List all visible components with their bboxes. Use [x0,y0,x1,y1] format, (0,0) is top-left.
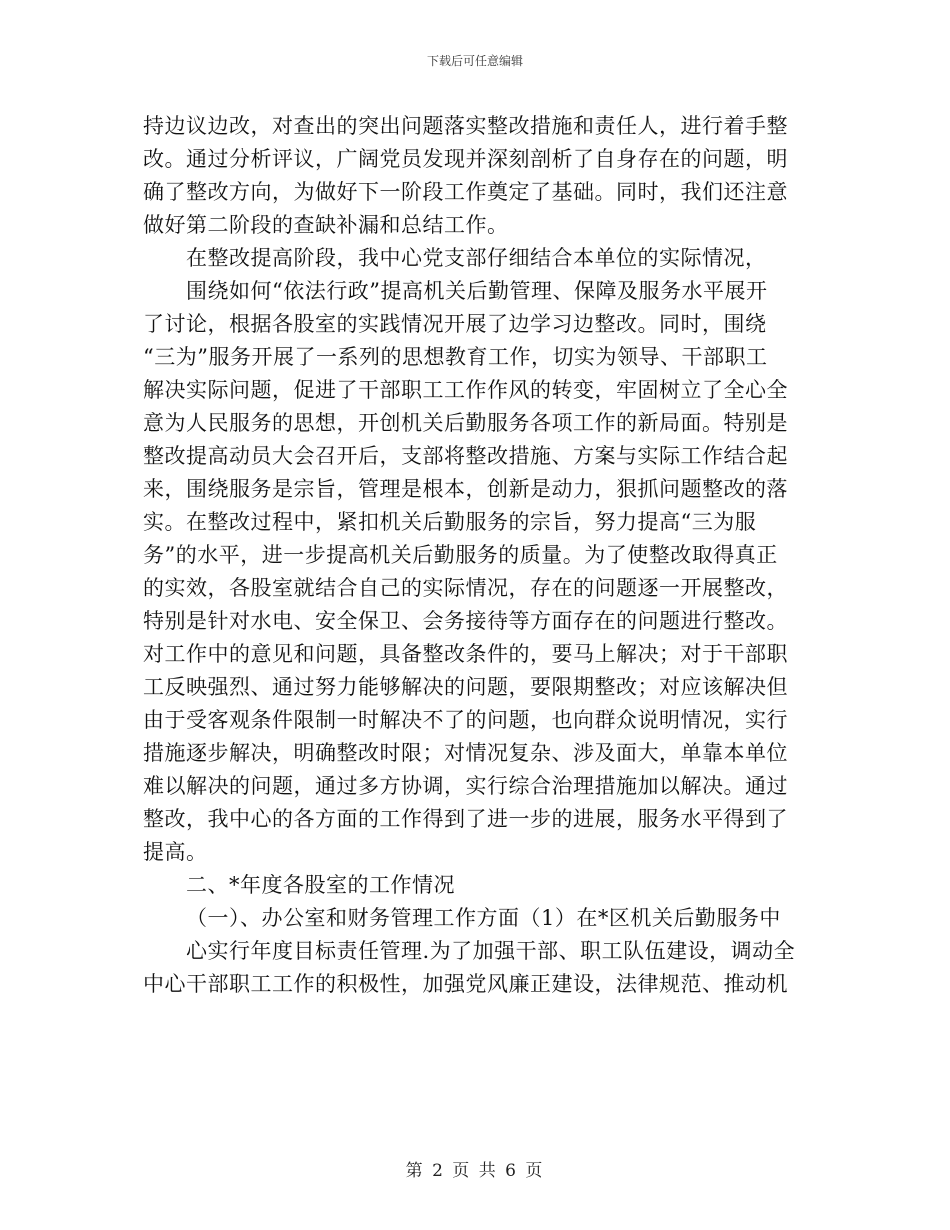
body-text-line: 务”的水平，进一步提高机关后勤服务的质量。为了使整改取得真正 [143,543,778,567]
body-text-line: “三为”服务开展了一系列的思想教育工作，切实为领导、干部职工 [143,345,768,369]
body-text-line: 在整改提高阶段，我中心党支部仔细结合本单位的实际情况， [186,246,767,270]
body-text-line: 工反映强烈、通过努力能够解决的问题，要限期整改；对应该解决但 [143,675,788,699]
body-text-line: 改。通过分析评议，广阔党员发现并深刻剖析了自身存在的问题，明 [143,147,788,171]
body-text-line: 难以解决的问题，通过多方协调，实行综合治理措施加以解决。通过 [143,774,788,798]
document-body [143,110,803,1001]
body-text-line: 整改，我中心的各方面的工作得到了进一步的进展，服务水平得到了 [143,807,788,831]
body-text-line: 了讨论，根据各股室的实践情况开展了边学习边整改。同时，围绕 [143,312,767,336]
body-text-line: 围绕如何“依法行政”提高机关后勤管理、保障及服务水平展开 [186,279,768,303]
body-text-line: 解决实际问题，促进了干部职工工作作风的转变，牢固树立了全心全 [143,378,788,402]
body-text-line: 特别是针对水电、安全保卫、会务接待等方面存在的问题进行整改。 [143,609,788,633]
body-text-line: 整改提高动员大会召开后，支部将整改措施、方案与实际工作结合起 [143,444,788,468]
body-text-line: 实。在整改过程中，紧扣机关后勤服务的宗旨，努力提高“三为服 [143,510,757,534]
body-text-line: 心实行年度目标责任管理.为了加强干部、职工队伍建设，调动全 [186,939,796,963]
body-text-line: 的实效，各股室就结合自己的实际情况，存在的问题逐一开展整改， [143,576,788,600]
body-text-line: 措施逐步解决，明确整改时限；对情况复杂、涉及面大，单靠本单位 [143,741,788,765]
body-text-line: 二、*年度各股室的工作情况 [186,873,455,897]
body-text-line: 意为人民服务的思想，开创机关后勤服务各项工作的新局面。特别是 [143,411,788,435]
body-text-line: 持边议边改，对查出的突出问题落实整改措施和责任人，进行着手整 [143,114,788,138]
body-text-line: （一）、办公室和财务管理工作方面（1）在*区机关后勤服务中 [186,906,781,930]
body-text-line: 对工作中的意见和问题，具备整改条件的，要马上解决；对于干部职 [143,642,788,666]
body-text-line: 中心干部职工工作的积极性，加强党风廉正建设，法律规范、推动机 [143,972,788,996]
body-text-line: 确了整改方向，为做好下一阶段工作奠定了基础。同时，我们还注意 [143,180,788,204]
body-text-line: 提高。 [143,840,208,864]
body-text-line: 由于受客观条件限制一时解决不了的问题，也向群众说明情况，实行 [143,708,788,732]
page-footer: 第 2 页 共 6 页 [405,1161,545,1181]
body-text-line: 做好第二阶段的查缺补漏和总结工作。 [143,213,509,237]
body-text-line: 来，围绕服务是宗旨，管理是根本，创新是动力，狠抓问题整改的落 [143,477,788,501]
page-header: 下载后可任意编辑 [426,54,523,68]
